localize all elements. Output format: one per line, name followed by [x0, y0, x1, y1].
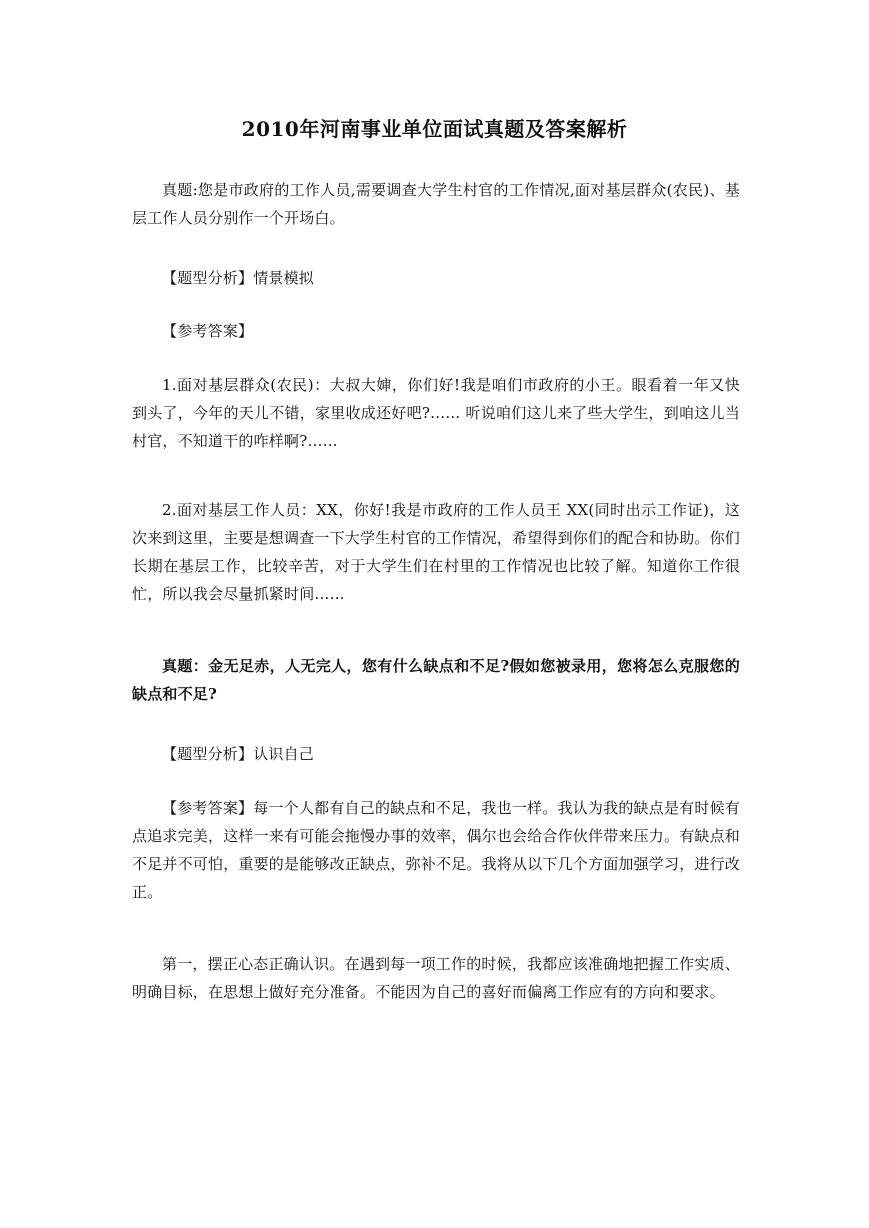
document-title: 2010年河南事业单位面试真题及答案解析	[241, 117, 628, 141]
question-1-paragraph: 真题:您是市政府的工作人员,需要调查大学生村官的工作情况,面对基层群众(农民)、基层工作人员分别作一个开场白。	[132, 181, 740, 227]
answer-1-staff-paragraph: 2.面对基层工作人员：XX，你好!我是市政府的工作人员王 XX(同时出示工作证)，这次来到这里，主要是想调查一下大学生村官的工作情况，希望得到你们的配合和协助。你们长期在基层工作，比较辛苦，对于大学生们在村里的工作情况也比较了解。知道你工作很忙，所以我会尽量抓紧时间……	[132, 501, 741, 603]
answer-2-paragraph: 【参考答案】每一个人都有自己的缺点和不足，我也一样。我认为我的缺点是有时候有点追求完美，这样一来有可能会拖慢办事的效率，偶尔也会给合作伙伴带来压力。有缺点和不足并不可怕，重要的是能够改正缺点，弥补不足。我将从以下几个方面加强学习，进行改正。	[132, 799, 741, 901]
question-type-analysis-1: 【题型分析】情景模拟	[162, 269, 315, 287]
answer-1-farmers-paragraph: 1.面对基层群众(农民)：大叔大婶，你们好!我是咱们市政府的小王。眼看着一年又快到头了，今年的天儿不错，家里收成还好吧?…… 听说咱们这儿来了些大学生，到咱这儿当村官，不知道干的咋样啊?……	[132, 376, 740, 450]
answer-2-point-1-paragraph: 第一，摆正心态正确认识。在遇到每一项工作的时候，我都应该准确地把握工作实质、明确目标，在思想上做好充分准备。不能因为自己的喜好而偏离工作应有的方向和要求。	[132, 955, 740, 1001]
question-2-paragraph: 真题：金无足赤，人无完人，您有什么缺点和不足?假如您被录用，您将怎么克服您的缺点和不足?	[132, 657, 740, 703]
reference-answer-heading-1: 【参考答案】	[162, 322, 254, 340]
question-type-analysis-2: 【题型分析】认识自己	[162, 745, 315, 763]
